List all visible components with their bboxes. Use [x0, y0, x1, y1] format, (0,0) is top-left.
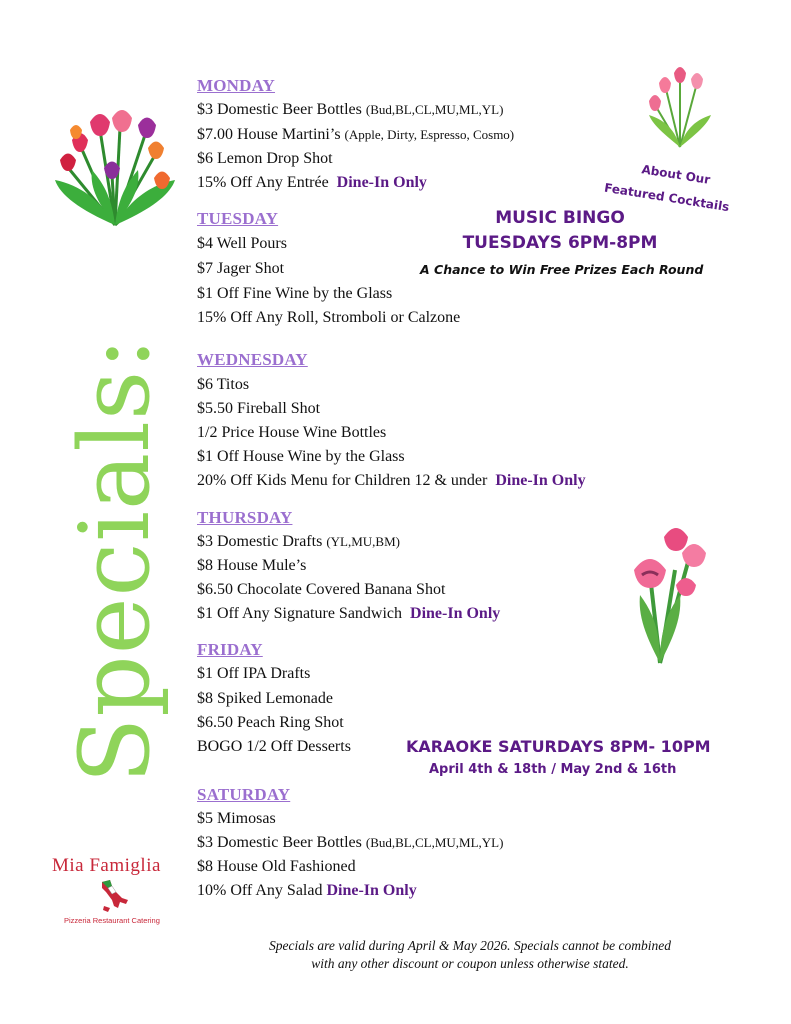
brand-logo-name: Mia Famiglia: [52, 855, 161, 876]
day-heading-tuesday: TUESDAY: [197, 209, 279, 228]
list-item: [197, 472, 586, 490]
list-item: [197, 882, 417, 900]
item-note: (Bud,BL,CL,MU,ML,YL): [365, 102, 504, 117]
item-text: $8 House Mule’s: [197, 557, 307, 574]
item-text: 15% Off Any Entrée: [197, 174, 329, 191]
item-text: $3 Domestic Beer Bottles: [197, 101, 362, 118]
dine-in-badge: Dine-In Only: [326, 882, 417, 899]
list-item: [197, 858, 356, 876]
item-note: (Apple, Dirty, Espresso, Cosmo): [344, 127, 515, 142]
cocktail-tulips-icon: [645, 55, 715, 150]
karaoke-title: KARAOKE SATURDAYS 8PM- 10PM: [406, 737, 711, 756]
item-text: $1 Off IPA Drafts: [197, 665, 311, 682]
list-item: [197, 260, 284, 278]
pink-tulips-icon: [620, 515, 715, 665]
item-text: $5 Mimosas: [197, 810, 276, 827]
item-text: $6.50 Peach Ring Shot: [197, 714, 344, 731]
item-note: (YL,MU,BM): [326, 534, 400, 549]
item-text: $3 Domestic Beer Bottles: [197, 834, 362, 851]
footer-disclaimer: [210, 937, 730, 973]
list-item: [197, 309, 460, 327]
list-item: [197, 690, 333, 708]
music-bingo-time: TUESDAYS 6PM-8PM: [462, 233, 658, 253]
list-item: [197, 448, 405, 466]
list-item: [197, 738, 351, 756]
item-text: $1 Off Fine Wine by the Glass: [197, 285, 393, 302]
dine-in-badge: Dine-In Only: [495, 472, 586, 489]
item-text: 1/2 Price House Wine Bottles: [197, 424, 387, 441]
list-item: [197, 126, 514, 144]
specials-title-text: Specials:: [59, 336, 171, 784]
item-text: $7.00 House Martini’s: [197, 126, 341, 143]
footer-line1: Specials are valid during April & May 2026. Specials cannot be combined: [269, 938, 671, 953]
list-item: [197, 150, 333, 168]
day-heading-saturday: SATURDAY: [197, 785, 291, 804]
item-text: $3 Domestic Drafts: [197, 533, 323, 550]
item-text: $6.50 Chocolate Covered Banana Shot: [197, 581, 446, 598]
cocktails-note-line2: Featured Cocktails: [603, 180, 731, 215]
item-text: $1 Off House Wine by the Glass: [197, 448, 405, 465]
item-text: $7 Jager Shot: [197, 260, 285, 277]
list-item: [197, 605, 500, 623]
list-item: [197, 285, 392, 303]
list-item: [197, 174, 427, 192]
list-item: [197, 533, 400, 551]
list-item: [197, 101, 503, 119]
footer-line2: with any other discount or coupon unless otherwise stated.: [311, 956, 629, 971]
day-heading-friday: FRIDAY: [197, 640, 263, 659]
tulip-bouquet-icon: [50, 100, 180, 230]
list-item: [197, 665, 310, 683]
day-heading-monday: MONDAY: [197, 76, 276, 95]
list-item: [197, 557, 306, 575]
dine-in-badge: Dine-In Only: [336, 174, 427, 191]
item-text: $1 Off Any Signature Sandwich: [197, 605, 403, 622]
item-text: $6 Lemon Drop Shot: [197, 150, 333, 167]
dine-in-badge: Dine-In Only: [410, 605, 501, 622]
music-bingo-note: A Chance to Win Free Prizes Each Round: [420, 262, 704, 277]
list-item: [197, 424, 386, 442]
brand-tagline: Pizzeria Restaurant Catering: [64, 916, 160, 925]
list-item: [197, 235, 287, 253]
list-item: [197, 834, 503, 852]
item-text: $6 Titos: [197, 376, 250, 393]
cocktails-note-line1: About Our: [640, 162, 712, 187]
item-note: (Bud,BL,CL,MU,ML,YL): [365, 835, 504, 850]
day-heading-wednesday: WEDNESDAY: [197, 350, 308, 369]
list-item: [197, 581, 445, 599]
item-text: $5.50 Fireball Shot: [197, 400, 321, 417]
item-text: 20% Off Kids Menu for Children 12 & under: [197, 472, 488, 489]
karaoke-dates: April 4th & 18th / May 2nd & 16th: [429, 762, 677, 777]
day-heading-thursday: THURSDAY: [197, 508, 293, 527]
item-text: BOGO 1/2 Off Desserts: [197, 738, 351, 755]
item-text: $8 House Old Fashioned: [197, 858, 356, 875]
italy-map-icon: [98, 878, 132, 914]
list-item: [197, 810, 276, 828]
list-item: [197, 714, 344, 732]
item-text: 15% Off Any Roll, Stromboli or Calzone: [197, 309, 461, 326]
specials-title: [60, 320, 170, 800]
item-text: $4 Well Pours: [197, 235, 287, 252]
list-item: [197, 400, 320, 418]
music-bingo-title: MUSIC BINGO: [495, 208, 625, 228]
item-text: 10% Off Any Salad: [197, 882, 323, 899]
item-text: $8 Spiked Lemonade: [197, 690, 333, 707]
list-item: [197, 376, 249, 394]
